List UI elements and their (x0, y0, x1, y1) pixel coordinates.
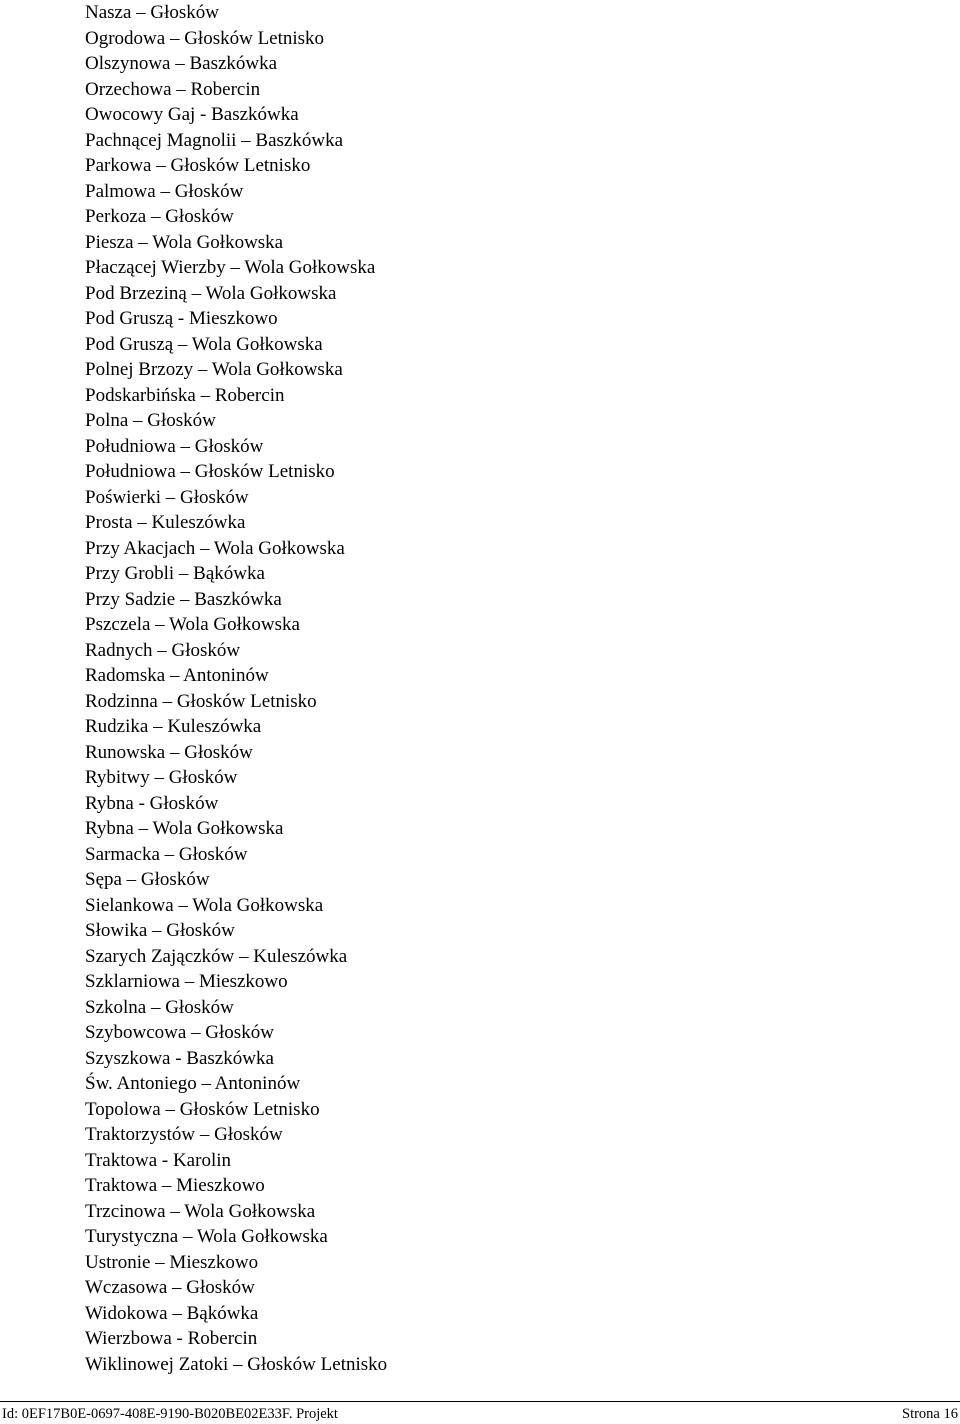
street-entry: Owocowy Gaj - Baszkówka (85, 104, 299, 125)
street-entry: Płaczącej Wierzby – Wola Gołkowska (85, 257, 376, 278)
street-entry: Pod Brzeziną – Wola Gołkowska (85, 282, 337, 304)
street-entry: Wczasowa – Głosków (85, 1277, 255, 1298)
street-entry: Nasza – Głosków (85, 2, 220, 23)
street-entry: Runowska – Głosków (85, 741, 253, 763)
street-entry: Rodzinna – Głosków Letnisko (85, 690, 317, 712)
street-entry: Widokowa – Bąkówka (85, 1302, 259, 1324)
street-entry: Słowika – Głosków (85, 920, 235, 941)
street-entry: Pod Gruszą – Wola Gołkowska (85, 333, 323, 355)
street-entry: Rybna - Głosków (85, 792, 219, 814)
page-number: Strona 16 (902, 1406, 958, 1422)
street-entry: Traktowa – Mieszkowo (85, 1175, 265, 1196)
street-entry: Polna – Głosków (85, 410, 216, 431)
street-list (85, 0, 387, 1377)
street-entry: Pachnącej Magnolii – Baszkówka (85, 129, 344, 151)
street-entry: Rybna – Wola Gołkowska (85, 818, 284, 839)
street-entry: Południowa – Głosków Letnisko (85, 461, 335, 482)
street-entry: Przy Grobli – Bąkówka (85, 563, 265, 584)
street-entry: Przy Sadzie – Baszkówka (85, 588, 282, 610)
street-entry: Sępa – Głosków (85, 869, 210, 890)
street-entry: Orzechowa – Robercin (85, 78, 261, 100)
street-entry: Parkowa – Głosków Letnisko (85, 155, 311, 176)
street-entry: Polnej Brzozy – Wola Gołkowska (85, 359, 343, 380)
document-id: Id: 0EF17B0E-0697-408E-9190-B020BE02E33F. Projekt (2, 1406, 338, 1422)
street-entry: Prosta – Kuleszówka (85, 512, 246, 533)
page-footer (0, 1401, 960, 1424)
street-entry: Wiklinowej Zatoki – Głosków Letnisko (85, 1353, 388, 1375)
street-entry: Turystyczna – Wola Gołkowska (85, 1226, 328, 1247)
street-entry: Perkoza – Głosków (85, 206, 234, 227)
street-entry: Traktorzystów – Głosków (85, 1124, 283, 1145)
street-entry: Traktowa - Karolin (85, 1149, 231, 1171)
street-entry: Sarmacka – Głosków (85, 843, 248, 865)
street-entry: Olszynowa – Baszkówka (85, 53, 278, 74)
street-entry: Ogrodowa – Głosków Letnisko (85, 27, 325, 49)
street-entry: Radnych – Głosków (85, 639, 241, 661)
street-entry: Podskarbińska – Robercin (85, 384, 285, 406)
street-entry: Poświerki – Głosków (85, 486, 249, 508)
street-entry: Wierzbowa - Robercin (85, 1328, 258, 1349)
street-entry: Szkolna – Głosków (85, 996, 234, 1018)
street-entry: Szarych Zajączków – Kuleszówka (85, 945, 348, 967)
street-entry: Szybowcowa – Głosków (85, 1022, 274, 1043)
street-entry: Ustronie – Mieszkowo (85, 1251, 259, 1273)
street-entry: Rudzika – Kuleszówka (85, 716, 262, 737)
street-entry: Sielankowa – Wola Gołkowska (85, 894, 324, 916)
street-entry: Szyszkowa - Baszkówka (85, 1047, 274, 1069)
street-entry: Piesza – Wola Gołkowska (85, 231, 284, 253)
street-entry: Pod Gruszą - Mieszkowo (85, 308, 278, 329)
street-entry: Topolowa – Głosków Letnisko (85, 1098, 320, 1120)
street-entry: Szklarniowa – Mieszkowo (85, 971, 288, 992)
street-entry: Pszczela – Wola Gołkowska (85, 614, 300, 635)
street-entry: Trzcinowa – Wola Gołkowska (85, 1200, 316, 1222)
street-entry: Przy Akacjach – Wola Gołkowska (85, 537, 345, 559)
street-entry: Południowa – Głosków (85, 435, 264, 457)
street-entry: Rybitwy – Głosków (85, 767, 238, 788)
street-entry: Św. Antoniego – Antoninów (85, 1073, 301, 1094)
street-entry: Radomska – Antoninów (85, 665, 269, 686)
street-entry: Palmowa – Głosków (85, 180, 244, 202)
